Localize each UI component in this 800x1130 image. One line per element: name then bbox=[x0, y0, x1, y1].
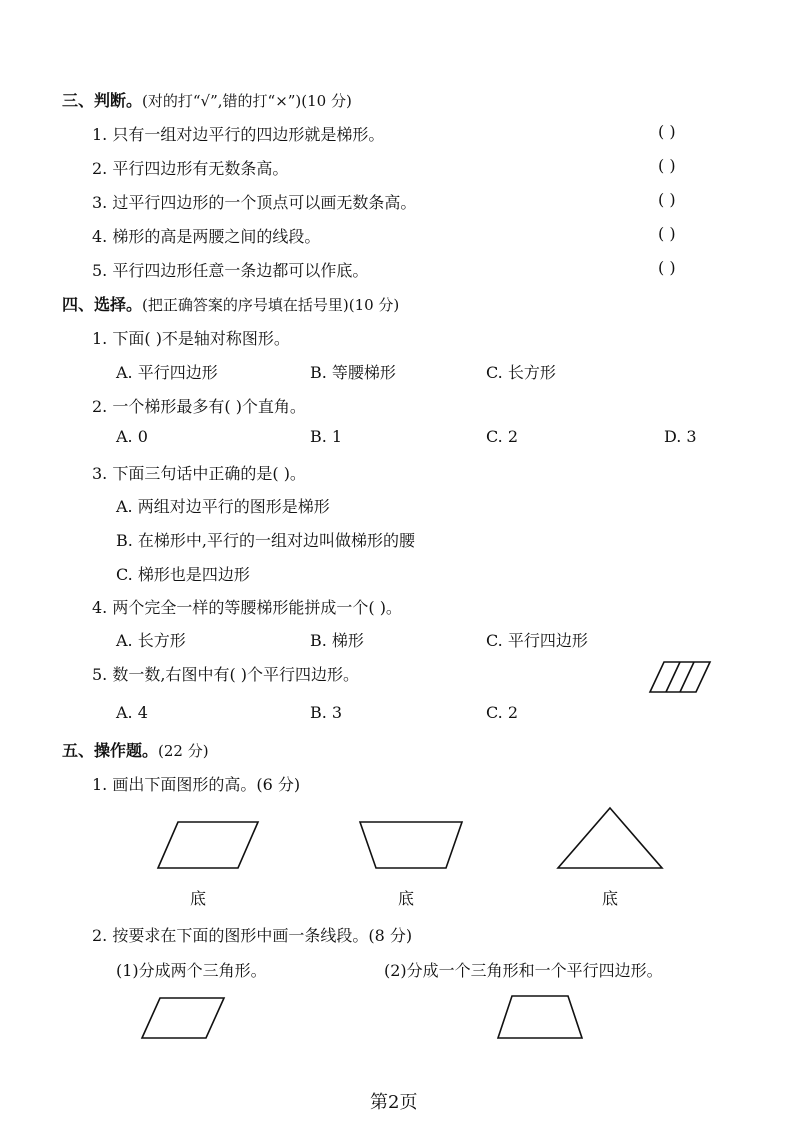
choice-q3-option-b[interactable]: B. 在梯形中,平行的一组对边叫做梯形的腰 bbox=[116, 531, 416, 550]
base-label-trapezoid: 底 bbox=[398, 889, 415, 908]
judge-item-num: 5. bbox=[92, 261, 108, 280]
choice-q3-option-c[interactable]: C. 梯形也是四边形 bbox=[116, 565, 250, 584]
operation-q2 bbox=[92, 923, 412, 946]
split-trapezoid-shape bbox=[498, 996, 582, 1038]
choice-q3-option-a[interactable]: A. 两组对边平行的图形是梯形 bbox=[116, 497, 330, 516]
choice-q2-option-c[interactable]: C. 2 bbox=[486, 427, 519, 446]
judge-item-5 bbox=[92, 258, 368, 281]
choice-q5-option-a[interactable]: A. 4 bbox=[116, 703, 148, 722]
trapezoid-figure bbox=[358, 820, 464, 870]
choice-q1 bbox=[92, 326, 290, 349]
split-parallelogram-shape bbox=[142, 998, 224, 1038]
judge-item-1 bbox=[92, 122, 384, 145]
choice-q2-option-d[interactable]: D. 3 bbox=[664, 427, 697, 446]
choice-q1-option-b[interactable]: B. 等腰梯形 bbox=[310, 363, 396, 382]
section5-note: (22 分) bbox=[158, 742, 209, 760]
section3-heading bbox=[62, 88, 352, 111]
choice-q1-option-c[interactable]: C. 长方形 bbox=[486, 363, 556, 382]
figure-divider-2 bbox=[680, 662, 694, 692]
choice-q5 bbox=[92, 662, 359, 685]
judge-item-num: 2. bbox=[92, 159, 108, 178]
judge-item-text: 平行四边形有无数条高。 bbox=[112, 159, 289, 178]
triangle-figure bbox=[558, 806, 664, 870]
choice-q-num: 1. bbox=[92, 329, 108, 348]
section4-heading bbox=[62, 292, 399, 315]
judge-item-num: 4. bbox=[92, 227, 108, 246]
choice-q2-option-b[interactable]: B. 1 bbox=[310, 427, 343, 446]
choice-q-num: 3. bbox=[92, 464, 108, 483]
judge-answer-2[interactable]: ( ) bbox=[658, 156, 676, 175]
judge-item-3 bbox=[92, 190, 416, 213]
choice-q-num: 2. bbox=[92, 397, 108, 416]
base-label-parallelogram: 底 bbox=[190, 889, 207, 908]
choice-q2-option-a[interactable]: A. 0 bbox=[116, 427, 148, 446]
choice-q2 bbox=[92, 394, 306, 417]
judge-item-text: 只有一组对边平行的四边形就是梯形。 bbox=[112, 125, 385, 144]
choice-q-text: 一个梯形最多有( )个直角。 bbox=[112, 397, 306, 416]
operation-q2-sub1: (1)分成两个三角形。 bbox=[116, 961, 267, 980]
page-number: 第2页 bbox=[370, 1092, 418, 1113]
judge-item-2 bbox=[92, 156, 288, 179]
choice-q-text: 下面三句话中正确的是( )。 bbox=[112, 464, 306, 483]
choice-q5-option-b[interactable]: B. 3 bbox=[310, 703, 343, 722]
figure-outline bbox=[650, 662, 710, 692]
section3-title: 三、判断。 bbox=[62, 91, 143, 110]
choice-q-text: 两个完全一样的等腰梯形能拼成一个( )。 bbox=[112, 598, 402, 617]
parallelogram-figure bbox=[158, 820, 260, 870]
choice-q-num: 5. bbox=[92, 665, 108, 684]
choice-q4-option-b[interactable]: B. 梯形 bbox=[310, 631, 364, 650]
judge-item-num: 1. bbox=[92, 125, 108, 144]
section5-heading bbox=[62, 738, 209, 761]
parallelogram-count-figure bbox=[650, 660, 712, 694]
figure-divider-1 bbox=[666, 662, 680, 692]
operation-q1 bbox=[92, 772, 300, 795]
operation-q-num: 1. bbox=[92, 775, 108, 794]
parallelogram-shape bbox=[158, 822, 258, 868]
triangle-shape bbox=[558, 808, 662, 868]
split-trapezoid-figure bbox=[498, 994, 584, 1040]
choice-q3 bbox=[92, 461, 306, 484]
choice-q-num: 4. bbox=[92, 598, 108, 617]
judge-answer-1[interactable]: ( ) bbox=[658, 122, 676, 141]
judge-item-4 bbox=[92, 224, 320, 247]
judge-answer-5[interactable]: ( ) bbox=[658, 258, 676, 277]
section4-note: (把正确答案的序号填在括号里)(10 分) bbox=[142, 296, 400, 314]
judge-item-text: 平行四边形任意一条边都可以作底。 bbox=[112, 261, 369, 280]
section3-note: (对的打“√”,错的打“×”)(10 分) bbox=[142, 92, 352, 110]
trapezoid-shape bbox=[360, 822, 462, 868]
operation-q-text: 按要求在下面的图形中画一条线段。(8 分) bbox=[112, 926, 413, 945]
choice-q1-option-a[interactable]: A. 平行四边形 bbox=[116, 363, 218, 382]
base-label-triangle: 底 bbox=[602, 889, 619, 908]
section5-title: 五、操作题。 bbox=[62, 741, 159, 760]
split-parallelogram-figure bbox=[142, 996, 226, 1040]
choice-q4 bbox=[92, 595, 402, 618]
judge-answer-3[interactable]: ( ) bbox=[658, 190, 676, 209]
section4-title: 四、选择。 bbox=[62, 295, 143, 314]
operation-q-text: 画出下面图形的高。(6 分) bbox=[112, 775, 301, 794]
choice-q-text: 下面( )不是轴对称图形。 bbox=[112, 329, 290, 348]
judge-answer-4[interactable]: ( ) bbox=[658, 224, 676, 243]
choice-q5-option-c[interactable]: C. 2 bbox=[486, 703, 519, 722]
choice-q-text: 数一数,右图中有( )个平行四边形。 bbox=[112, 665, 360, 684]
operation-q-num: 2. bbox=[92, 926, 108, 945]
choice-q4-option-a[interactable]: A. 长方形 bbox=[116, 631, 186, 650]
operation-q2-sub2: (2)分成一个三角形和一个平行四边形。 bbox=[384, 961, 663, 980]
choice-q4-option-c[interactable]: C. 平行四边形 bbox=[486, 631, 588, 650]
judge-item-text: 过平行四边形的一个顶点可以画无数条高。 bbox=[112, 193, 417, 212]
judge-item-text: 梯形的高是两腰之间的线段。 bbox=[112, 227, 321, 246]
judge-item-num: 3. bbox=[92, 193, 108, 212]
